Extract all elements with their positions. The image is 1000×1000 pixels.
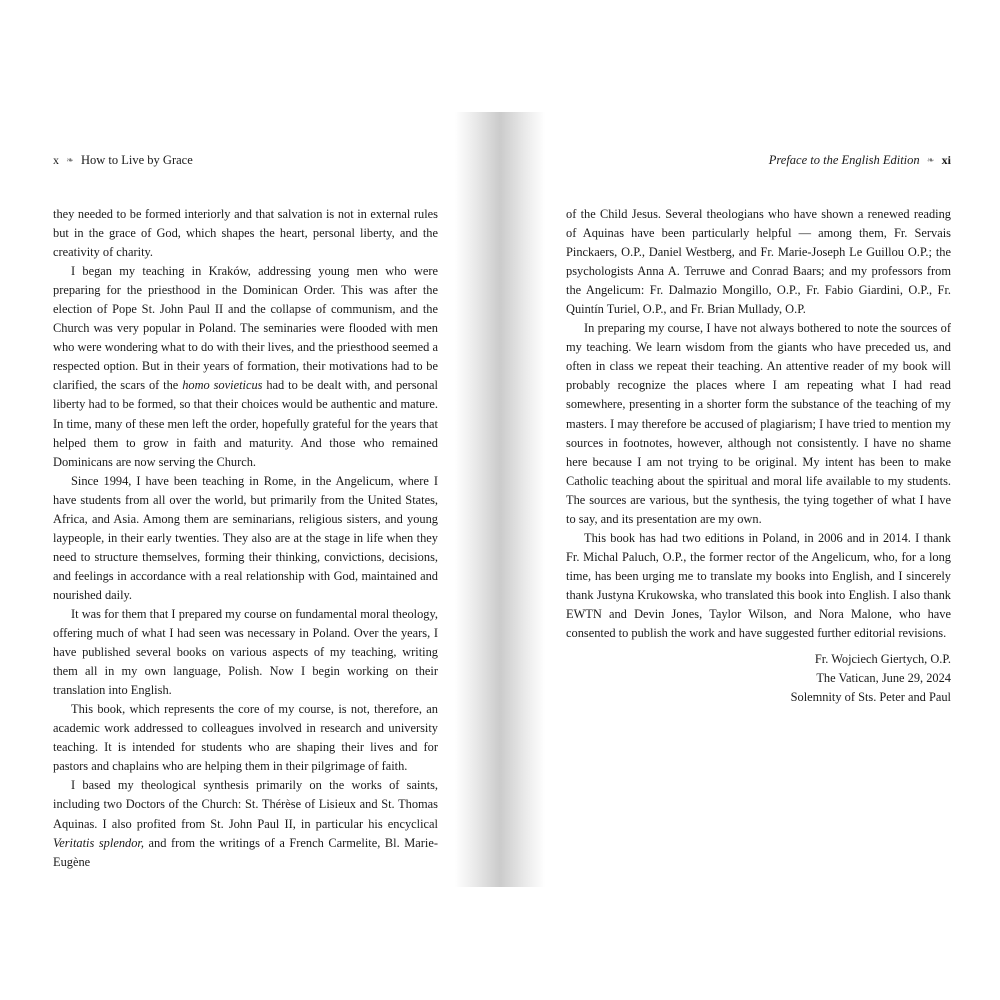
- right-running-head-title: Preface to the English Edition: [768, 153, 920, 167]
- paragraph-text: the scars of the: [101, 378, 179, 393]
- fleuron-ornament-icon: ❧: [66, 155, 74, 165]
- paragraph-text: and from the writings of a French Carmelite, Bl. Marie-Eugène: [53, 835, 438, 869]
- paragraph: This book has had two editions in Poland, in 2006 and in 2014. I thank Fr. Michal Paluch, O.P., the former rector of the Angelicum, who, for a long time, has been urging me to translate my books into English, and I sincerely thank Justyna Krukowska, who translated this book into English. I also thank EWTN and Devin Jones, Taylor Wilson, and Nora Malone, who have consented to publish the work and have suggested further editorial revisions.: [566, 530, 951, 641]
- fleuron-ornament-icon: ❧: [926, 155, 935, 165]
- paragraph: In preparing my course, I have not always bothered to note the sources of my teaching. We learn wisdom from the giants who have preceded us, and often in class we repeat their teaching. An attentive reader of my book will probably recognize the places where I am repeating what I had read somewhere, presenting in a shorter form the substance of the teaching of my masters. I may therefore be accused of plagiarism; I have tried to mention my sources in footnotes, however, although not consistently. I have no shame here because I am not trying to be original. My intent has been to make Catholic teaching about the spiritual and moral life available to my students. The sources are various, but the synthesis, the tying together of what I have to say, and its presentation are my own.: [566, 321, 951, 526]
- paragraph: Since 1994, I have been teaching in Rome, in the Angelicum, where I have students from all over the world, but primarily from the United States, Africa, and Asia. Among them are seminarians, religious sisters, and young laypeople, in their early twenties. They also are at the stage in life when they need to structure themselves, forming their thinking, convictions, decisions, and feelings in accordance with a real relationship with God, maintained and nourished daily.: [53, 473, 438, 602]
- paragraph: [53, 776, 438, 871]
- signature-place-date: The Vatican, June 29, 2024: [816, 671, 951, 686]
- signature-name: Fr. Wojciech Giertych, O.P.: [814, 652, 951, 666]
- signature-block: [791, 650, 951, 707]
- signature-occasion: Solemnity of Sts. Peter and Paul: [790, 690, 951, 705]
- left-running-head: [53, 152, 193, 168]
- left-body-text: [53, 205, 438, 872]
- italic-title: Veritatis splendor,: [53, 835, 144, 850]
- paragraph: This book, which represents the core of my course, is not, therefore, an academic work addressed to colleagues involved in research and university teaching. It is intended for students who are shaping their lives and for pastors and chaplains who are helping them in their pilgrimage of faith.: [53, 702, 438, 774]
- book-gutter-shadow: [455, 112, 545, 887]
- paragraph-text: I began my teaching in Kraków, addressing young men who were preparing for the priesthood in the Dominican Order. This was after the election of Pope St. John Paul II and the collapse of communism, and the Church was very popular in Poland. The seminaries were flooded with men who were wondering what to do with their lives, and the priesthood seemed a respected option. But in their years of formation, their motivations had to be clarified,: [53, 264, 438, 393]
- right-running-head: [769, 152, 951, 168]
- left-running-head-title: How to Live by Grace: [81, 153, 193, 167]
- paragraph: [53, 262, 438, 472]
- right-body-text: [566, 205, 951, 643]
- paragraph: of the Child Jesus. Several theologians who have shown a renewed reading of Aquinas have been particularly helpful — among them, Fr. Servais Pinckaers, O.P., Daniel Westberg, and Fr. Marie-Joseph Le Guillou O.P.; the psychologists Anna A. Terruwe and Conrad Baars; and my professors from the Angelicum: Fr. Dalmazio Mongillo, O.P., Fr. Fabio Giardini, O.P., Fr. Quintín Turiel, O.P., and Fr. Brian Mullady, O.P.: [566, 207, 951, 317]
- paragraph-text: I based my theological synthesis primarily on the works of saints, including two Doctors of the Church: St. Thérèse of Lisieux and St. Thomas Aquinas. I also profited from St. John Paul II, in particular his encyclical: [53, 778, 438, 831]
- paragraph-text: had to be dealt with, and personal liberty had to be formed, so that their choices would be authentic and mature. In time, many of these men left the order, hopefully grateful for the years that helped them to grow in faith and maturity. And those who remained Dominicans are now serving the Church.: [53, 378, 438, 469]
- right-page-number: xi: [941, 153, 951, 167]
- italic-term: homo sovieticus: [182, 378, 263, 393]
- left-page-number: x: [53, 153, 59, 167]
- paragraph: It was for them that I prepared my course on fundamental moral theology, offering much of what I had seen was necessary in Poland. Over the years, I have published several books on various aspects of my teaching, writing them all in my own language, Polish. Now I begin working on their translation into English.: [53, 606, 438, 698]
- paragraph: they needed to be formed interiorly and that salvation is not in external rules but in the grace of God, which shapes the heart, personal liberty, and the creativity of charity.: [53, 207, 438, 260]
